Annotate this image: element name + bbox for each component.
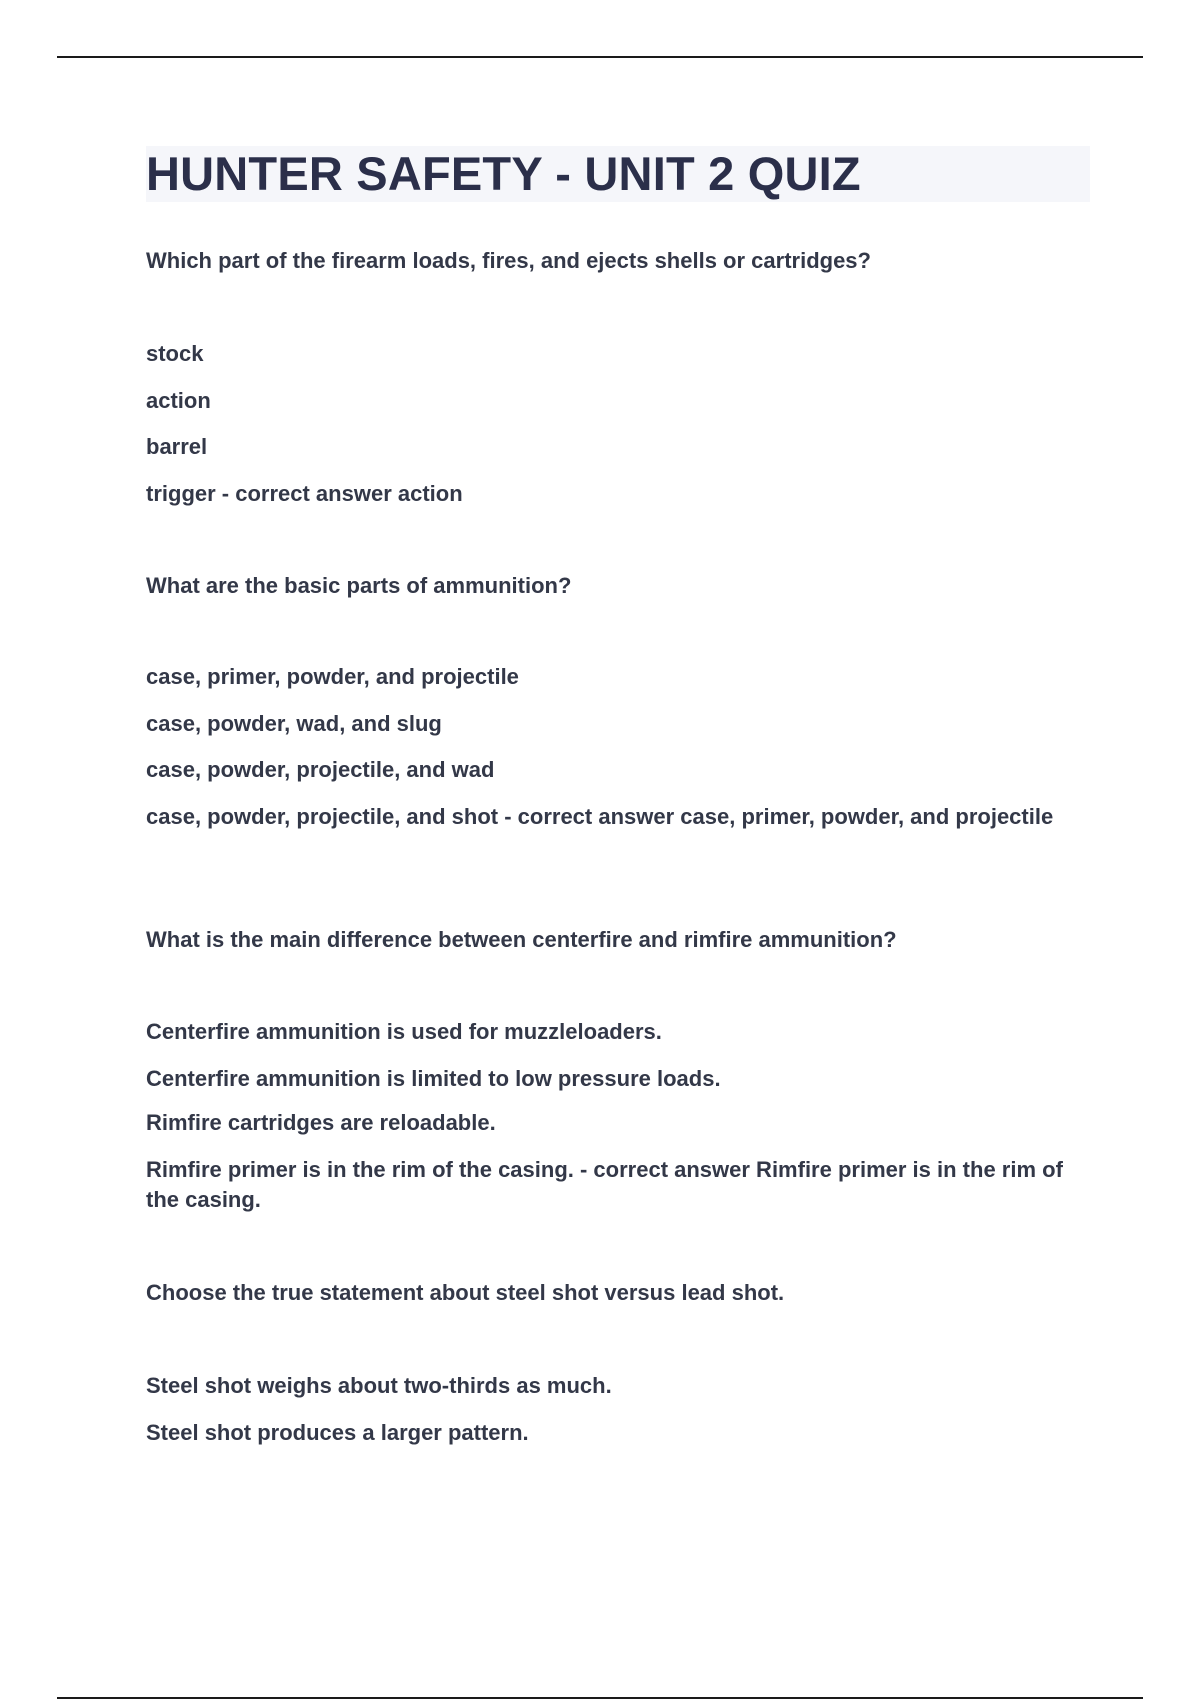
question-2-option-4: case, powder, projectile, and shot - correct answer case, primer, powder, and projectile: [146, 804, 1054, 829]
question-4-option-1: Steel shot weighs about two-thirds as much.: [146, 1373, 612, 1398]
question-2-option-1: case, primer, powder, and projectile: [146, 664, 519, 689]
question-4: Choose the true statement about steel shot versus lead shot.: [146, 1280, 785, 1305]
question-3: What is the main difference between centerfire and rimfire ammunition?: [146, 927, 897, 952]
question-3-option-2: Centerfire ammunition is limited to low pressure loads.: [146, 1066, 721, 1091]
bottom-divider: [57, 1697, 1143, 1699]
question-1-option-3: barrel: [146, 434, 208, 459]
question-1-option-1: stock: [146, 341, 204, 366]
question-2-option-3: case, powder, projectile, and wad: [146, 757, 495, 782]
question-3-option-4: Rimfire primer is in the rim of the casing. - correct answer Rimfire primer is in the rim of the casing.: [146, 1157, 1063, 1212]
question-3-option-3: Rimfire cartridges are reloadable.: [146, 1110, 496, 1135]
question-2-option-2: case, powder, wad, and slug: [146, 711, 442, 736]
question-1-option-4: trigger - correct answer action: [146, 481, 463, 506]
page-title: HUNTER SAFETY - UNIT 2 QUIZ: [146, 147, 861, 200]
question-2: What are the basic parts of ammunition?: [146, 573, 572, 598]
top-divider: [57, 56, 1143, 58]
question-4-option-2: Steel shot produces a larger pattern.: [146, 1420, 529, 1445]
question-1-option-2: action: [146, 388, 211, 413]
question-1: Which part of the firearm loads, fires, and ejects shells or cartridges?: [146, 248, 871, 273]
question-3-option-1: Centerfire ammunition is used for muzzleloaders.: [146, 1019, 662, 1044]
